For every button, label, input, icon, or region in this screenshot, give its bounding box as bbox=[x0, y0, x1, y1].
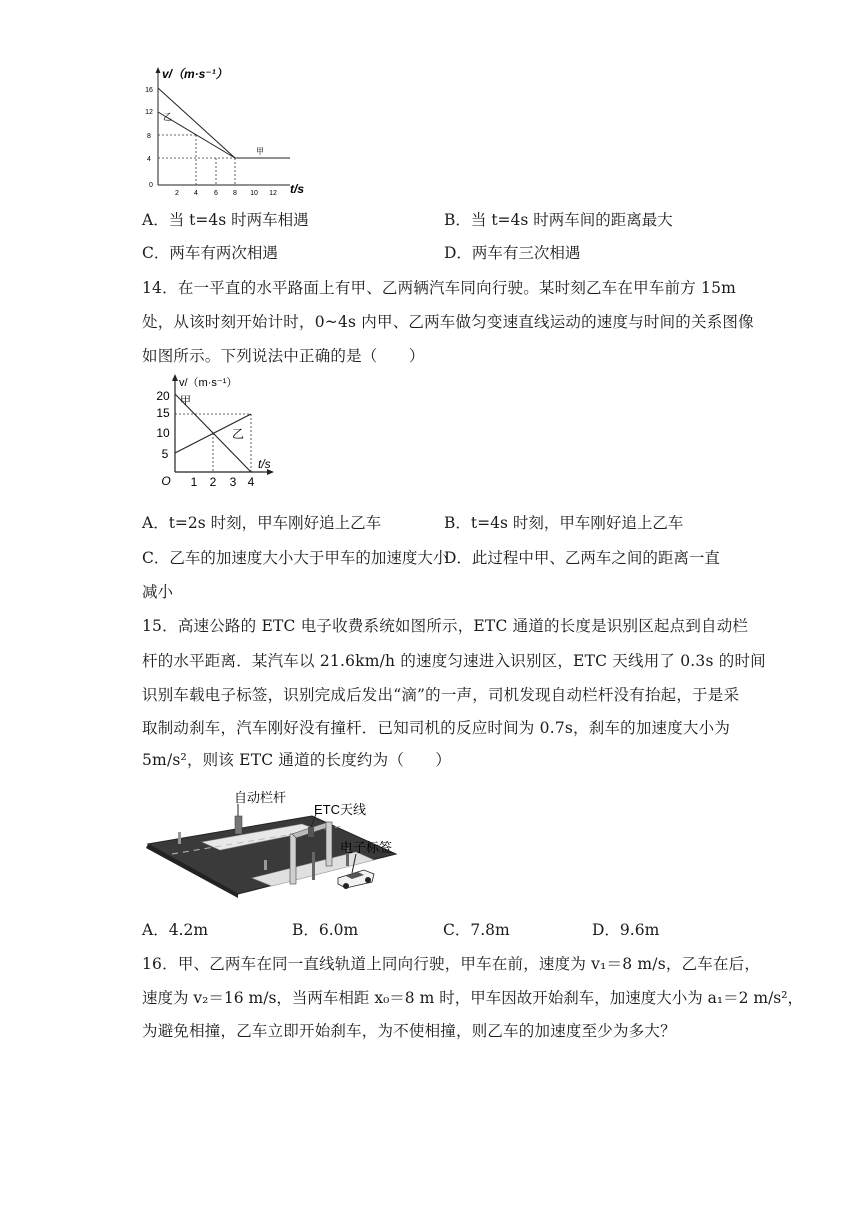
q14-y-axis-label: v/（m·s⁻¹） bbox=[179, 377, 238, 389]
q14-series-label-jia: 甲 bbox=[180, 395, 191, 407]
q14-text-line: 如图所示。下列说法中正确的是（ ） bbox=[142, 347, 425, 365]
q13-y-tick: 8 bbox=[147, 133, 151, 140]
label-electronic-tag: 电子标签 bbox=[340, 840, 393, 855]
q13-option-b: B．当 t=4s 时两车间的距离最大 bbox=[444, 211, 673, 229]
q14-option-c: C．乙车的加速度大小大于甲车的加速度大小 bbox=[142, 549, 449, 567]
q14-x-tick: 1 bbox=[190, 475, 198, 489]
q13-option-d: D．两车有三次相遇 bbox=[444, 244, 581, 262]
q15-text-line: 识别车载电子标签，识别完成后发出“滴”的一声，司机发现自动栏杆没有抬起，于是采 bbox=[142, 686, 740, 704]
label-automatic-gate: 自动栏杆 bbox=[234, 790, 287, 805]
q13-y-tick: 4 bbox=[147, 156, 151, 163]
q13-option-c: C．两车有两次相遇 bbox=[142, 244, 278, 262]
q14-y-tick: 5 bbox=[161, 447, 169, 461]
post-icon bbox=[312, 852, 315, 880]
q15-option-d: D．9.6m bbox=[592, 921, 660, 939]
q16-text-line: 16．甲、乙两车在同一直线轨道上同向行驶，甲车在前，速度为 v₁＝8 m/s，乙车在后， bbox=[142, 955, 761, 973]
q16-text-line: 为避免相撞，乙车立即开始刹车，为不使相撞，则乙车的加速度至少为多大？ bbox=[142, 1022, 676, 1040]
label-etc-antenna: ETC天线 bbox=[314, 802, 367, 817]
q14-y-tick: 15 bbox=[156, 406, 170, 420]
q13-series-label-yi: 乙 bbox=[163, 112, 173, 122]
q15-option-a: A．4.2m bbox=[142, 921, 209, 939]
post-icon bbox=[178, 832, 181, 844]
q13-x-tick: 10 bbox=[250, 190, 258, 197]
q13-velocity-time-graph bbox=[140, 62, 320, 202]
q15-option-b: B．6.0m bbox=[292, 921, 359, 939]
q14-y-tick: 10 bbox=[156, 426, 170, 440]
q15-option-c: C．7.8m bbox=[443, 921, 510, 939]
q13-option-a: A．当 t=4s 时两车相遇 bbox=[142, 211, 309, 229]
q14-option-b: B．t=4s 时刻，甲车刚好追上乙车 bbox=[444, 514, 684, 532]
q13-x-tick: 4 bbox=[194, 190, 198, 197]
q13-x-tick: 8 bbox=[233, 190, 237, 197]
q14-option-a: A．t=2s 时刻，甲车刚好追上乙车 bbox=[142, 514, 382, 532]
q14-velocity-time-graph bbox=[156, 372, 290, 490]
q15-text-line: 15．高速公路的 ETC 电子收费系统如图所示，ETC 通道的长度是识别区起点到自动栏 bbox=[142, 617, 749, 635]
q14-option-d-continued: 减小 bbox=[142, 583, 174, 601]
q15-etc-illustration bbox=[142, 782, 398, 900]
gate-post-icon bbox=[235, 816, 242, 834]
q14-y-tick: 20 bbox=[156, 389, 170, 403]
q13-x-tick: 12 bbox=[269, 190, 277, 197]
q13-series-label-jia: 甲 bbox=[256, 147, 264, 156]
q15-text-line: 取制动刹车，汽车刚好没有撞杆．已知司机的反应时间为 0.7s，刹车的加速度大小为 bbox=[142, 719, 731, 737]
q14-series-label-yi: 乙 bbox=[232, 427, 245, 441]
gantry-pole-icon bbox=[290, 834, 296, 884]
q13-x-tick: 2 bbox=[175, 190, 179, 197]
q13-y-tick: 0 bbox=[149, 182, 153, 189]
q15-text-line: 杆的水平距离．某汽车以 21.6km/h 的速度匀速进入识别区，ETC 天线用了 0.3s 的时间 bbox=[142, 652, 766, 670]
q13-y-tick: 12 bbox=[145, 109, 153, 116]
q13-x-tick: 6 bbox=[214, 190, 218, 197]
q14-x-axis-label: t/s bbox=[258, 457, 271, 471]
q16-text-line: 速度为 v₂＝16 m/s，当两车相距 x₀＝8 m 时，甲车因故开始刹车，加速度大小为 a₁＝2 m/s²， bbox=[142, 989, 803, 1007]
gantry-pole-icon bbox=[326, 822, 332, 866]
antenna-icon bbox=[308, 827, 314, 837]
car-icon bbox=[338, 870, 374, 889]
q13-y-axis-label: v/（m·s⁻¹） bbox=[162, 67, 228, 81]
q14-origin-label: O bbox=[161, 474, 171, 488]
post-icon bbox=[264, 860, 267, 870]
q15-text-line: 5m/s²，则该 ETC 通道的长度约为（ ） bbox=[142, 751, 452, 769]
q14-x-tick: 4 bbox=[247, 475, 255, 489]
q14-option-d: D．此过程中甲、乙两车之间的距离一直 bbox=[444, 549, 720, 567]
q14-x-tick: 2 bbox=[209, 475, 217, 489]
q14-x-tick: 3 bbox=[229, 475, 237, 489]
q13-y-tick: 16 bbox=[145, 87, 153, 94]
q13-x-axis-label: t/s bbox=[290, 182, 305, 196]
q13-series-yi-line bbox=[158, 88, 235, 158]
q14-text-line: 14．在一平直的水平路面上有甲、乙两辆汽车同向行驶。某时刻乙车在甲车前方 15m bbox=[142, 279, 737, 297]
q14-text-line: 处，从该时刻开始计时，0~4s 内甲、乙两车做匀变速直线运动的速度与时间的关系图像 bbox=[142, 313, 754, 331]
